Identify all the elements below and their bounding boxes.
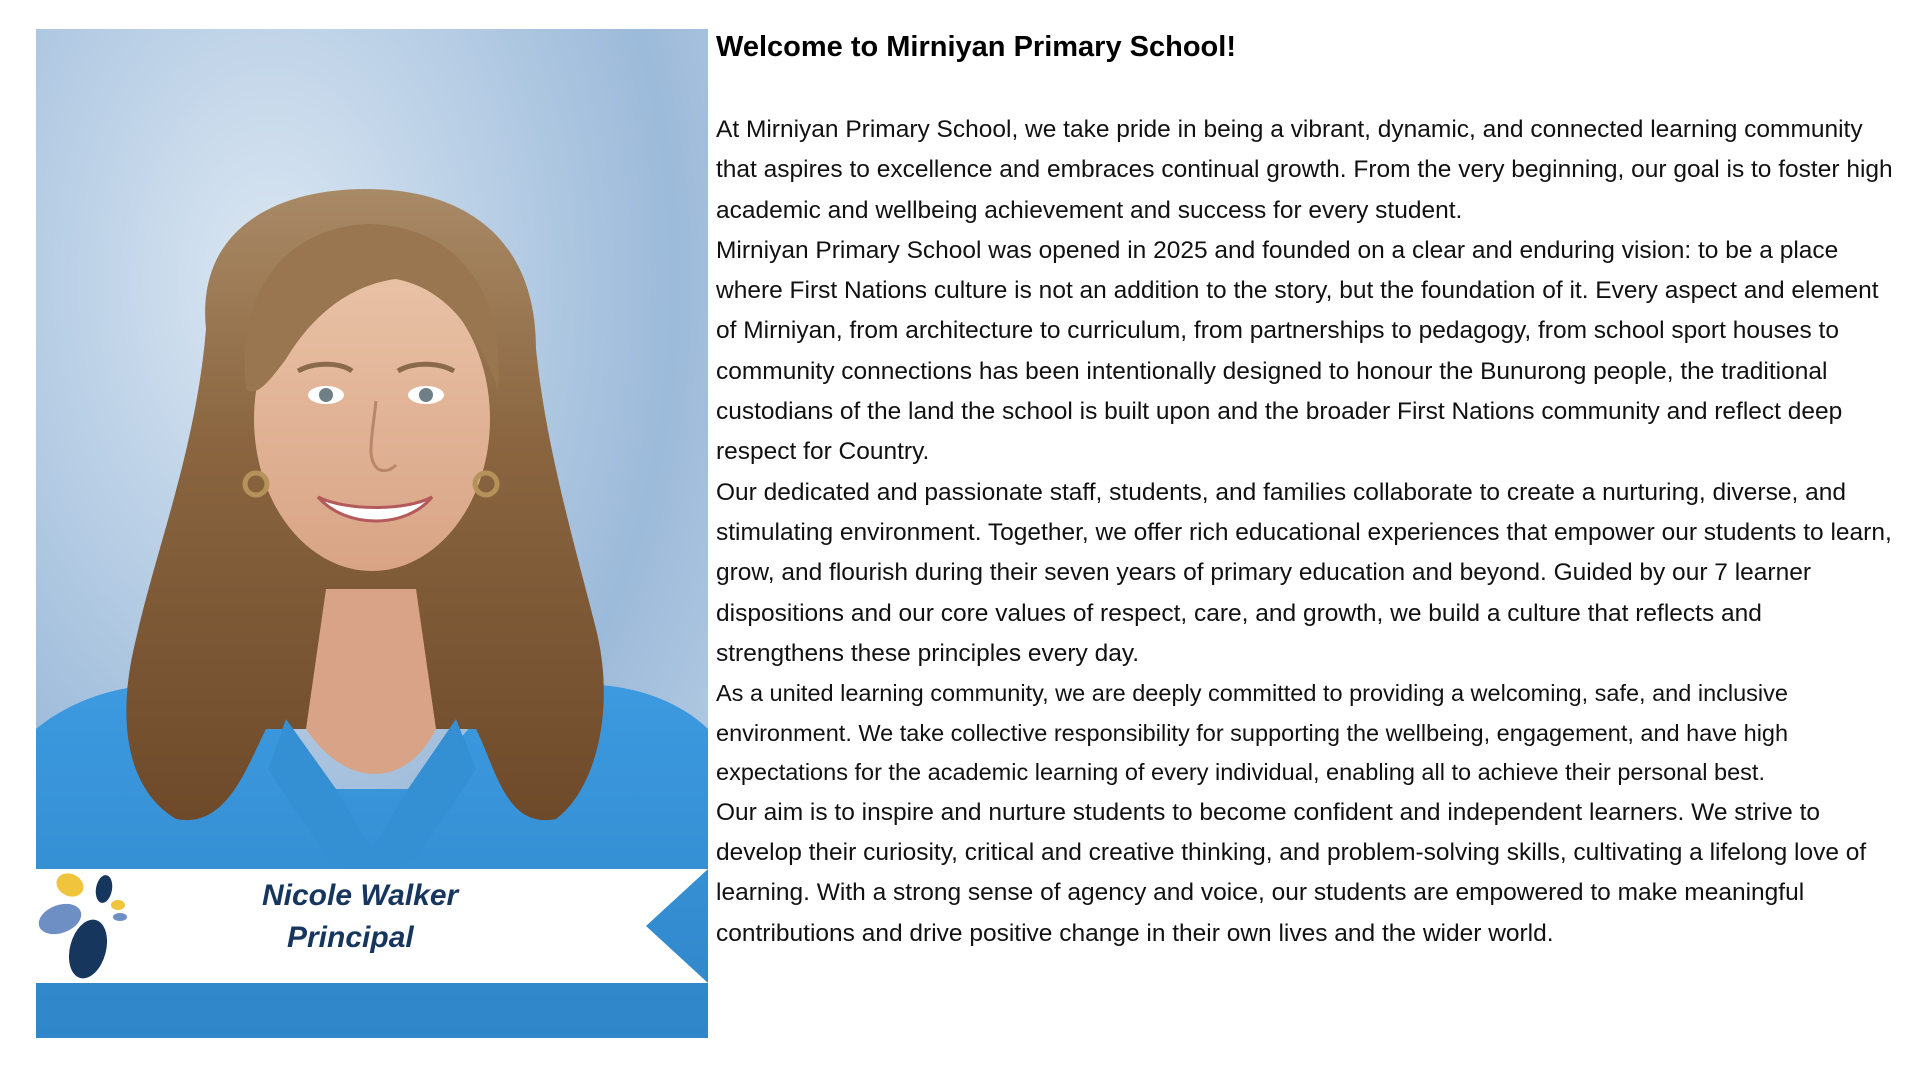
welcome-title: Welcome to Mirniyan Primary School! [716,31,1236,63]
welcome-paragraph-4: As a united learning community, we are deeply committed to providing a welcoming, safe, and inclusive environment. We take collective responsibility for supporting the wellbeing, engagement, and have high expectations for the academic learning of every individual, enabling all to achieve their personal best. [716,680,1789,786]
principal-role: Principal [287,921,414,954]
name-banner [36,841,708,983]
principal-portrait [36,29,708,1038]
welcome-paragraph-5: Our aim is to inspire and nurture students to become confident and independent learners. We strive to develop their curiosity, critical and creative thinking, and problem-solving skills, cultivating a lifelong love of learning. With a strong sense of agency and voice, our students are empowered to make meaningful contributions and drive positive change in their own lives and the wider world. [716,798,1867,947]
welcome-section [716,26,1896,954]
school-logo-icon [36,841,136,983]
neck-shape [306,589,436,774]
principal-name: Nicole Walker [262,879,459,912]
welcome-paragraph-2: Mirniyan Primary School was opened in 2025 and founded on a clear and enduring vision: to be a place where First Nations culture is not an addition to the story, but the foundation of it. Every aspect and element of Mirniyan, from architecture to curriculum, from partnerships to pedagogy, from school sport houses to community connections has been intentionally designed to honour the Bunurong people, the traditional custodians of the land the school is built upon and the broader First Nations community and reflect deep respect for Country. [716,236,1879,466]
welcome-paragraph-1: At Mirniyan Primary School, we take pride in being a vibrant, dynamic, and connected learning community that aspires to excellence and embraces continual growth. From the very beginning, our goal is to foster high academic and wellbeing achievement and success for every student. [716,116,1893,224]
welcome-paragraph-3: Our dedicated and passionate staff, students, and families collaborate to create a nurturing, diverse, and stimulating environment. Together, we offer rich educational experiences that empower our students to learn, grow, and flourish during their seven years of primary education and beyond. Guided by our 7 learner dispositions and our core values of respect, care, and growth, we build a culture that reflects and strengthens these principles every day. [716,478,1892,667]
